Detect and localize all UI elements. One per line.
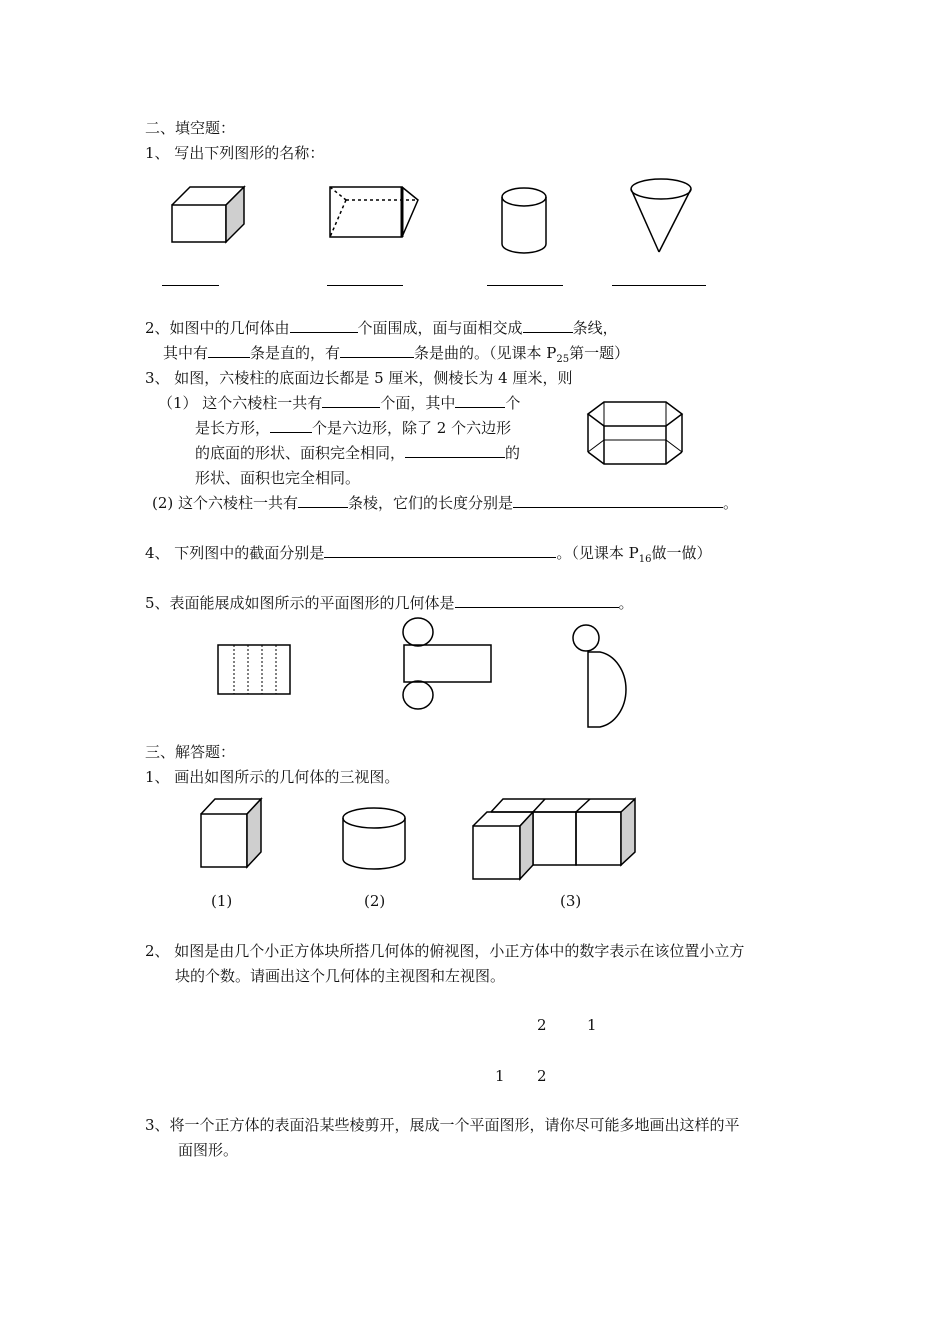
question-3-part-1-line-4: 形状、面积也完全相同。: [195, 469, 361, 487]
top-view-cell: 1: [587, 1016, 597, 1034]
cuboid-shape: [172, 187, 244, 242]
question-3-part-1-line-3: 的底面的形状、面积完全相同， 的: [195, 444, 521, 462]
question-2-line-1: 2、如图中的几何体由 个面围成，面与面相交成 条线，: [145, 319, 618, 337]
top-view-cell: 2: [537, 1016, 547, 1034]
question-3-part-1-line-2: 是长方形， 个是六边形，除了 2 个六边形: [195, 419, 512, 437]
cone-net: [573, 625, 626, 727]
answer-blank[interactable]: [405, 443, 505, 458]
top-view-cell: 1: [495, 1067, 505, 1085]
question-3-part-1-line-1: （1） 这个六棱柱一共有 个面，其中 个: [158, 394, 521, 412]
figure-label-1: (1): [211, 892, 233, 910]
cube-shape: [201, 799, 261, 867]
section3-question-1-text: 1、 画出如图所示的几何体的三视图。: [145, 768, 400, 786]
section-heading-answer: 三、解答题：: [145, 743, 236, 761]
answer-blank[interactable]: [290, 318, 358, 333]
question-1-text: 1、 写出下列图形的名称：: [145, 144, 325, 162]
section3-question-3-line-1: 3、将一个正方体的表面沿某些棱剪开，展成一个平面图形，请你尽可能多地画出这样的平: [145, 1116, 740, 1134]
answer-blank[interactable]: [270, 418, 312, 433]
answer-line-shape-4[interactable]: [612, 285, 706, 286]
question-2-line-2: 其中有 条是直的，有 条是曲的。（见课本 $P_{25}$第一题）: [163, 344, 630, 365]
section3-question-2-line-1: 2、 如图是由几个小正方体块所搭几何体的俯视图，小正方体中的数字表示在该位置小立方: [145, 942, 745, 960]
answer-blank[interactable]: [340, 343, 414, 358]
section3-question-2-line-2: 块的个数。请画出这个几何体的主视图和左视图。: [175, 967, 506, 985]
figure-label-2: (2): [364, 892, 386, 910]
rectangle-net: [218, 645, 290, 694]
cylinder-shape: [502, 188, 546, 253]
cylinder-net: [403, 618, 491, 709]
section3-question-3-line-2: 面图形。: [178, 1141, 239, 1159]
answer-blank[interactable]: [208, 343, 250, 358]
answer-line-shape-2[interactable]: [327, 285, 403, 286]
answer-line-shape-1[interactable]: [162, 285, 219, 286]
question-3-intro: 3、 如图，六棱柱的底面边长都是 5 厘米，侧棱长为 4 厘米，则: [145, 369, 573, 387]
answer-blank[interactable]: [298, 493, 348, 508]
answer-line-shape-3[interactable]: [487, 285, 563, 286]
cone-shape: [631, 179, 691, 252]
answer-blank[interactable]: [513, 493, 723, 508]
section-heading-fill-in: 二、填空题：: [145, 119, 236, 137]
answer-blank[interactable]: [324, 543, 556, 558]
question-5-text: 5、表面能展成如图所示的平面图形的几何体是 。: [145, 594, 634, 612]
answer-blank[interactable]: [455, 393, 505, 408]
answer-blank[interactable]: [523, 318, 573, 333]
answer-blank[interactable]: [322, 393, 380, 408]
answer-blank[interactable]: [455, 593, 619, 608]
triangular-prism-shape: [330, 187, 418, 237]
cube-group-shape: [473, 799, 635, 879]
question-4-text: 4、 下列图中的截面分别是 。（见课本 $P_{16}$做一做）: [145, 544, 712, 565]
figure-label-3: (3): [560, 892, 582, 910]
question-3-part-2: (2) 这个六棱柱一共有 条棱，它们的长度分别是 。: [152, 494, 739, 512]
top-view-cell: 2: [537, 1067, 547, 1085]
short-cylinder-shape: [343, 808, 405, 869]
